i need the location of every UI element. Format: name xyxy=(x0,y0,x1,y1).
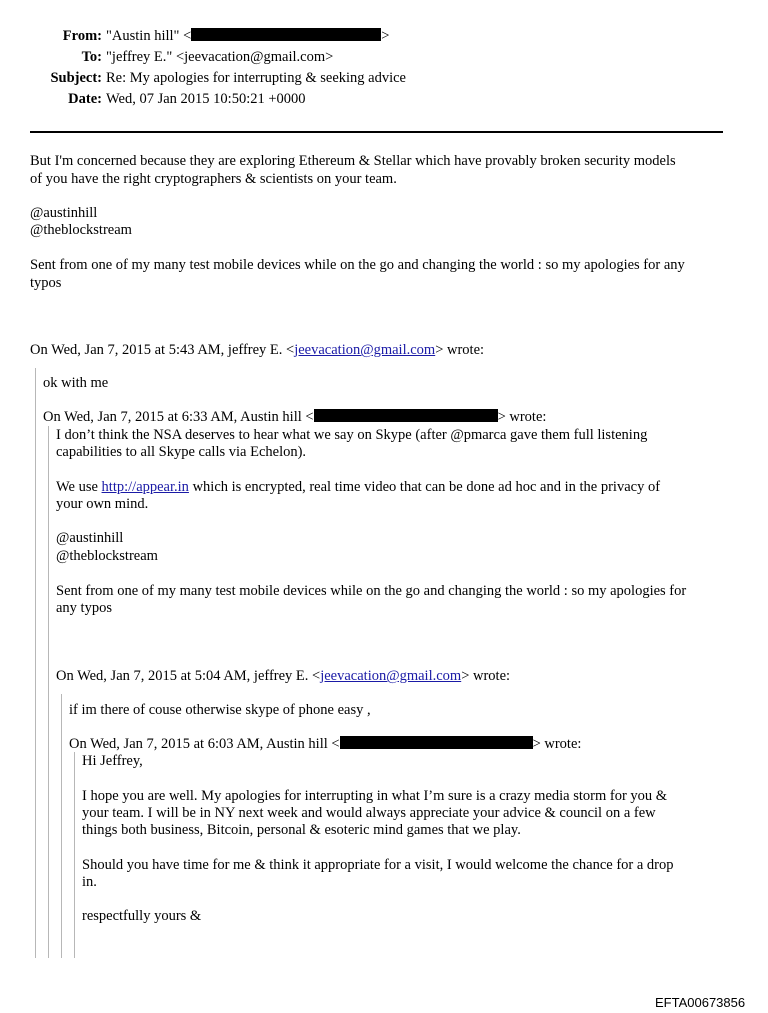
quote-text: ok with me xyxy=(43,375,109,391)
signature-handle: @theblockstream xyxy=(56,548,158,564)
date-label: Date: xyxy=(68,91,102,107)
redaction-bar xyxy=(191,28,381,41)
email-link[interactable]: jeevacation@gmail.com xyxy=(294,342,436,358)
quote-attribution xyxy=(69,736,581,753)
quote-text: your team. I will be in NY next week and would always appreciate your advice & council on a few xyxy=(82,805,656,821)
quote-attribution xyxy=(56,668,510,685)
to-row xyxy=(0,49,768,70)
quote-bar xyxy=(74,752,75,958)
quote-text: things both business, Bitcoin, personal & esoteric mind games that we play. xyxy=(82,822,521,838)
attribution-suffix: > wrote: xyxy=(435,342,485,358)
attribution-suffix: > wrote: xyxy=(532,736,582,752)
attribution-suffix: > wrote: xyxy=(461,668,511,684)
subject-label: Subject: xyxy=(50,70,102,86)
quote-text: Hi Jeffrey, xyxy=(82,753,143,769)
to-label: To: xyxy=(81,49,102,65)
attribution-prefix: On Wed, Jan 7, 2015 at 5:04 AM, jeffrey E. < xyxy=(56,668,321,684)
quote-text: respectfully yours & xyxy=(82,908,202,924)
text-span: which is encrypted, real time video that can be done ad hoc and in the privacy of xyxy=(188,479,661,495)
quote-text: if im there of couse otherwise skype of phone easy , xyxy=(69,702,371,718)
attribution-suffix: > wrote: xyxy=(497,409,547,425)
quote-text: I don’t think the NSA deserves to hear what we say on Skype (after @pmarca gave them full listening xyxy=(56,427,648,443)
quote-text: Should you have time for me & think it appropriate for a visit, I would welcome the chance for a drop xyxy=(82,857,674,873)
quote-bar xyxy=(61,694,62,958)
from-close: > xyxy=(381,28,390,44)
quote-text: I hope you are well. My apologies for interrupting in what I’m sure is a crazy media storm for you & xyxy=(82,788,668,804)
from-value: "Austin hill" < xyxy=(106,28,192,44)
body-line: of you have the right cryptographers & scientists on your team. xyxy=(30,171,397,187)
quote-text: capabilities to all Skype calls via Echelon). xyxy=(56,444,307,460)
date-row xyxy=(0,91,768,112)
signature-handle: @theblockstream xyxy=(30,222,132,238)
from-label: From: xyxy=(62,28,102,44)
quote-bar xyxy=(35,368,36,958)
quote-bar xyxy=(48,426,49,958)
quote-text: in. xyxy=(82,874,97,890)
subject-value: Re: My apologies for interrupting & seeking advice xyxy=(106,70,406,86)
email-header xyxy=(0,28,768,112)
document-id: EFTA00673856 xyxy=(655,995,746,1010)
quote-attribution xyxy=(30,342,484,359)
email-link[interactable]: jeevacation@gmail.com xyxy=(320,668,462,684)
quote-text xyxy=(56,479,660,496)
appear-in-link[interactable]: http://appear.in xyxy=(101,479,189,495)
signature-handle: @austinhill xyxy=(30,205,98,221)
sent-from-line: any typos xyxy=(56,600,112,616)
redaction-bar xyxy=(340,736,533,749)
header-divider xyxy=(30,131,723,133)
signature-handle: @austinhill xyxy=(56,530,124,546)
attribution-prefix: On Wed, Jan 7, 2015 at 6:33 AM, Austin hill < xyxy=(43,409,314,425)
to-value: "jeffrey E." <jeevacation@gmail.com> xyxy=(106,49,334,65)
date-value: Wed, 07 Jan 2015 10:50:21 +0000 xyxy=(106,91,306,107)
redaction-bar xyxy=(314,409,498,422)
attribution-prefix: On Wed, Jan 7, 2015 at 5:43 AM, jeffrey E. < xyxy=(30,342,295,358)
from-row xyxy=(0,28,768,49)
sent-from-line: Sent from one of my many test mobile devices while on the go and changing the world : so my apologies for any xyxy=(30,257,685,273)
quote-text: your own mind. xyxy=(56,496,149,512)
quote-attribution xyxy=(43,409,546,426)
attribution-prefix: On Wed, Jan 7, 2015 at 6:03 AM, Austin hill < xyxy=(69,736,340,752)
text-span: We use xyxy=(56,479,102,495)
body-line: But I'm concerned because they are exploring Ethereum & Stellar which have provably broken security models xyxy=(30,153,676,169)
sent-from-line: typos xyxy=(30,275,62,291)
sent-from-line: Sent from one of my many test mobile devices while on the go and changing the world : so my apologies for xyxy=(56,583,687,599)
subject-row xyxy=(0,70,768,91)
